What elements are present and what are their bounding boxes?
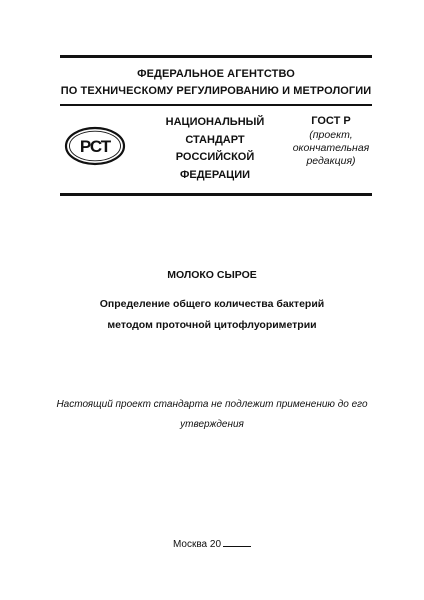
city-year-footer (0, 536, 424, 552)
standard-type-line-2: СТАНДАРТ (185, 133, 245, 146)
document-subtitle (0, 294, 424, 336)
gost-block (288, 114, 374, 168)
draft-notice (40, 395, 384, 435)
subtitle-line-1: Определение общего количества бактерий (99, 298, 325, 310)
standard-type-block (145, 114, 285, 184)
emblem-letters: РСТ (79, 137, 111, 156)
standard-type-line-3: РОССИЙСКОЙ (175, 151, 255, 163)
gost-note-line-1: (проект, (309, 129, 353, 141)
gost-r-emblem-icon (64, 126, 126, 166)
gost-note-line-3: редакция) (306, 155, 356, 167)
gost-note-line-2: окончательная (292, 142, 370, 154)
notice-line-1: Настоящий проект стандарта не подлежит применению до его (56, 399, 368, 410)
top-rule (60, 55, 372, 58)
subtitle-line-2: методом проточной цитофлуориметрии (107, 319, 317, 331)
middle-rule (60, 104, 372, 106)
bottom-rule (60, 193, 372, 196)
agency-line-1: ФЕДЕРАЛЬНОЕ АГЕНТСТВО (137, 68, 295, 80)
standard-type-line-1: НАЦИОНАЛЬНЫЙ (165, 116, 265, 128)
city-year-text: Москва 20 (172, 539, 222, 550)
agency-header (60, 66, 372, 100)
gost-code: ГОСТ Р (311, 115, 351, 127)
gost-draft-note (288, 129, 374, 168)
standard-type-line-4: ФЕДЕРАЦИИ (179, 168, 251, 181)
agency-line-2: ПО ТЕХНИЧЕСКОМУ РЕГУЛИРОВАНИЮ И МЕТРОЛОГИИ (60, 85, 372, 97)
notice-line-2: утверждения (180, 419, 244, 430)
year-blank-line (223, 536, 251, 547)
document-title: МОЛОКО СЫРОЕ (167, 269, 257, 281)
